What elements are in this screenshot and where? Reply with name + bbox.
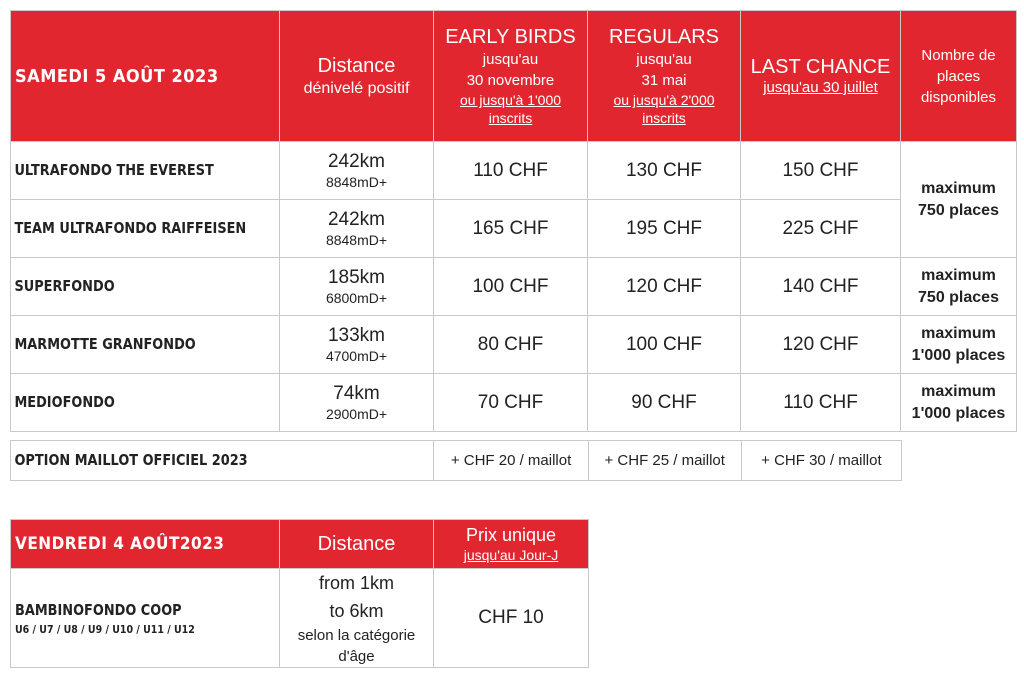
friday-price-header [434, 520, 589, 569]
regulars-l4: inscrits [642, 110, 686, 126]
distance-cell [280, 200, 434, 258]
places-l2: 750 places [918, 288, 999, 306]
regulars-label: REGULARS [608, 26, 720, 48]
row-name: TEAM ULTRAFONDO RAIFFEISEN [14, 219, 247, 237]
friday-price-sub: jusqu'au Jour-J [463, 546, 559, 563]
friday-distance-label: Distance [317, 533, 396, 555]
kids-race-name: BAMBINOFONDO COOP [15, 600, 182, 619]
table-row [11, 258, 1017, 316]
row-name-cell [11, 200, 280, 258]
distance-value: 242km [327, 208, 386, 230]
places-l2: 1'000 places [911, 346, 1006, 364]
regulars-l1: jusqu'au [636, 51, 692, 68]
friday-title: VENDREDI 4 AOÛT2023 [11, 520, 280, 569]
places-l1: maximum [921, 382, 996, 400]
places-cell [901, 258, 1017, 316]
early-birds-label: EARLY BIRDS [445, 26, 576, 48]
kids-distance-cell [280, 569, 434, 668]
regular-price: 195 CHF [588, 200, 741, 258]
friday-pricing-table [10, 519, 589, 668]
elevation-value: 6800mD+ [325, 289, 388, 306]
distance-value: 133km [327, 324, 386, 346]
places-l2: 750 places [918, 201, 999, 219]
places-cell [901, 374, 1017, 432]
last-price: 225 CHF [741, 200, 901, 258]
row-name-cell [11, 374, 280, 432]
early-birds-l1: jusqu'au [482, 51, 539, 68]
kids-categories: U6 / U7 / U8 / U9 / U10 / U11 / U12 [15, 622, 195, 636]
option-last-price: + CHF 30 / maillot [741, 441, 901, 481]
row-name-cell [11, 142, 280, 200]
kids-distance-l4: d'âge [338, 648, 375, 665]
last-price: 110 CHF [741, 374, 901, 432]
kids-price: CHF 10 [434, 569, 589, 668]
distance-cell [280, 316, 434, 374]
distance-cell [280, 258, 434, 316]
early-price: 80 CHF [434, 316, 588, 374]
last-chance-l1: jusqu'au 30 juillet [763, 79, 878, 96]
early-birds-l4: inscrits [488, 110, 533, 126]
table-row [11, 200, 1017, 258]
distance-value: 185km [327, 266, 386, 288]
option-early-price: + CHF 20 / maillot [434, 441, 588, 481]
places-cell [901, 142, 1017, 258]
regulars-header [588, 11, 741, 142]
last-price: 150 CHF [741, 142, 901, 200]
kids-distance-l3: selon la catégorie [297, 627, 416, 644]
kids-distance-l2: to 6km [329, 601, 384, 621]
option-regular-price: + CHF 25 / maillot [588, 441, 741, 481]
places-header-l3: disponibles [920, 88, 997, 106]
regular-price: 100 CHF [588, 316, 741, 374]
places-cell [901, 316, 1017, 374]
kids-name-cell [11, 569, 280, 668]
row-name: ULTRAFONDO THE EVEREST [14, 161, 214, 179]
distance-cell [280, 142, 434, 200]
regulars-l2: 31 mai [641, 72, 687, 89]
early-price: 100 CHF [434, 258, 588, 316]
table-row [11, 374, 1017, 432]
option-label-cell [11, 441, 434, 481]
distance-header-label: Distance [317, 54, 396, 77]
elevation-value: 4700mD+ [325, 347, 388, 364]
last-chance-label: LAST CHANCE [750, 56, 891, 78]
elevation-value: 8848mD+ [325, 231, 388, 248]
row-name: MARMOTTE GRANFONDO [14, 335, 196, 353]
places-header [901, 11, 1017, 142]
kids-distance-l1: from 1km [318, 573, 394, 593]
distance-cell [280, 374, 434, 432]
jersey-option-table [10, 440, 902, 481]
early-price: 165 CHF [434, 200, 588, 258]
places-header-l2: places [936, 67, 981, 85]
distance-value: 74km [333, 382, 380, 404]
regular-price: 120 CHF [588, 258, 741, 316]
last-chance-header [741, 11, 901, 142]
regular-price: 90 CHF [588, 374, 741, 432]
friday-distance-header [280, 520, 434, 569]
friday-price-label: Prix unique [465, 524, 557, 545]
last-price: 140 CHF [741, 258, 901, 316]
option-label: OPTION MAILLOT OFFICIEL 2023 [14, 451, 248, 469]
regulars-l3: ou jusqu'à 2'000 [613, 92, 715, 108]
early-price: 110 CHF [434, 142, 588, 200]
distance-header-sub: dénivelé positif [303, 79, 410, 97]
distance-value: 242km [327, 150, 386, 172]
distance-header [280, 11, 434, 142]
row-name-cell [11, 258, 280, 316]
early-birds-header [434, 11, 588, 142]
last-price: 120 CHF [741, 316, 901, 374]
row-name-cell [11, 316, 280, 374]
places-header-l1: Nombre de [921, 46, 996, 64]
row-name: SUPERFONDO [14, 277, 115, 295]
saturday-pricing-table [10, 10, 1017, 432]
early-birds-l3: ou jusqu'à 1'000 [459, 92, 562, 108]
elevation-value: 8848mD+ [325, 173, 388, 190]
table-row [11, 569, 589, 668]
places-l1: maximum [921, 266, 996, 284]
places-l1: maximum [921, 179, 996, 197]
regular-price: 130 CHF [588, 142, 741, 200]
table-row [11, 441, 902, 481]
places-l1: maximum [921, 324, 996, 342]
row-name: MEDIOFONDO [14, 393, 115, 411]
table-row [11, 142, 1017, 200]
saturday-title: SAMEDI 5 AOÛT 2023 [11, 11, 280, 142]
table-row [11, 316, 1017, 374]
early-price: 70 CHF [434, 374, 588, 432]
early-birds-l2: 30 novembre [466, 72, 555, 89]
elevation-value: 2900mD+ [325, 405, 388, 422]
places-l2: 1'000 places [911, 404, 1006, 422]
